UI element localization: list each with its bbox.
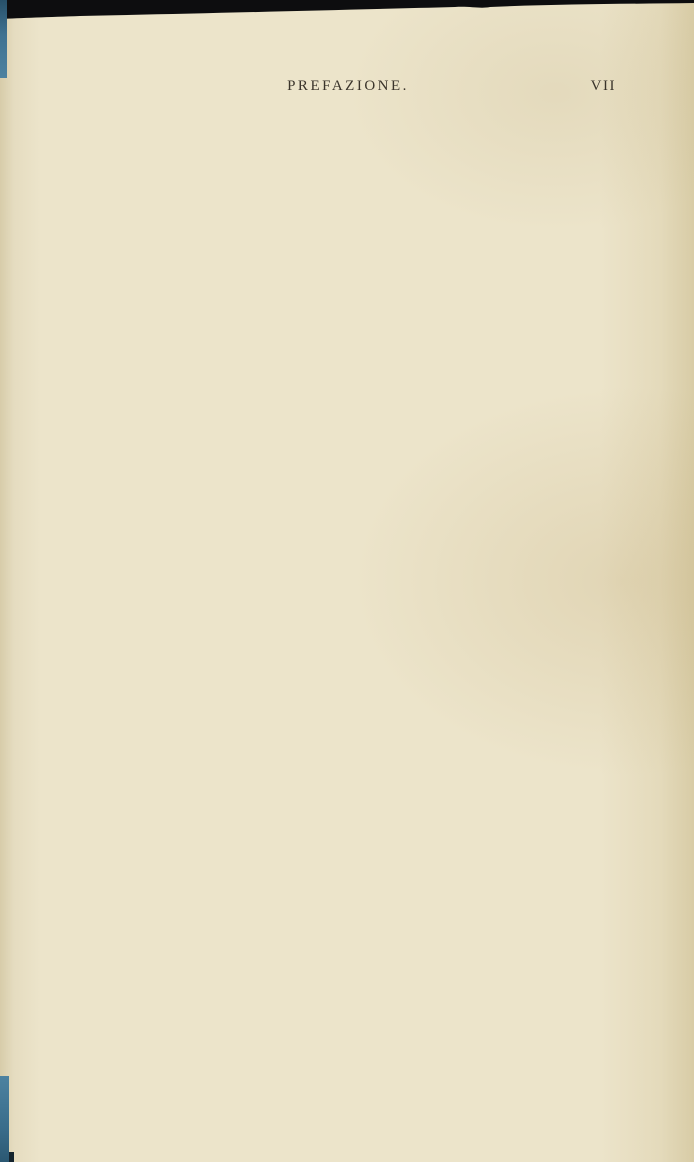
running-title: PREFAZIONE. — [287, 78, 409, 94]
book-cover-left-edge-bottom — [0, 1076, 9, 1162]
page-number: VII — [590, 78, 616, 94]
page-header — [0, 0, 694, 136]
